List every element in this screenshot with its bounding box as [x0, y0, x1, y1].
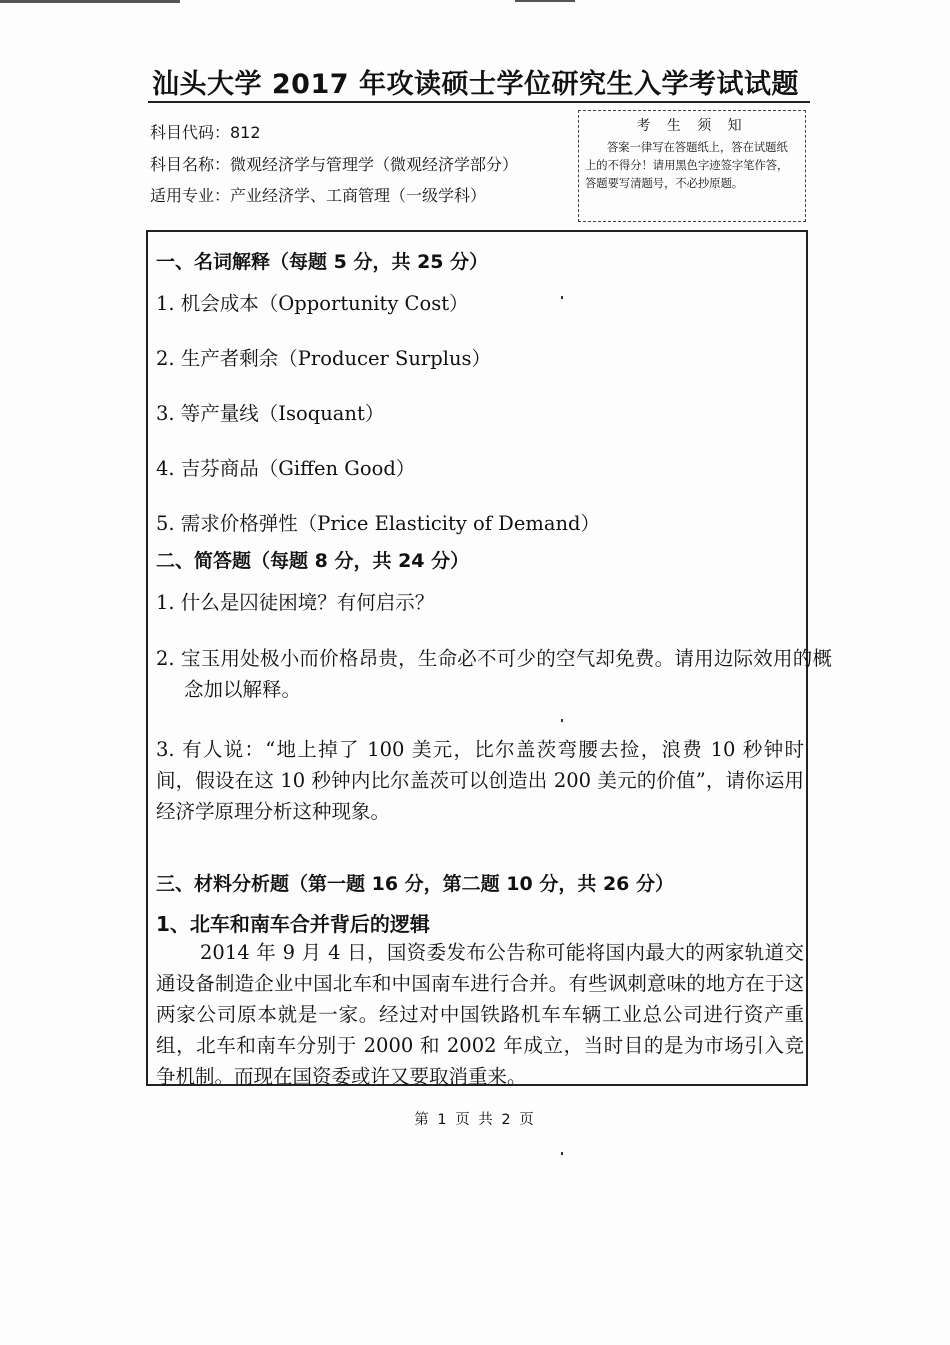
section3-heading: 三、材料分析题（第一题 16 分，第二题 10 分，共 26 分）: [156, 873, 675, 895]
notice-body: 答案一律写在答题纸上，答在试题纸上的不得分！请用黑色字迹签字笔作答，答题要写清题号，不必抄原题。: [585, 141, 789, 190]
applicable-majors: 适用专业：产业经济学、工商管理（一级学科）: [150, 186, 487, 205]
page-number: 第 1 页 共 2 页: [414, 1112, 536, 1128]
case-text: 2014 年 9 月 4 日，国资委发布公告称可能将国内最大的两家轨道交通设备制造企业中国北车和中国南车进行合并。有些讽刺意味的地方在于这两家公司原本就是一家。经过对中国铁路机车车辆工业总公司进行资产重组，北车和南车分别于 2000 和 2002 年成立，当时目的是为市场引入竞争机制。而现在国资委或许又要取消重来。: [156, 941, 804, 1088]
section2-heading: 二、简答题（每题 8 分，共 24 分）: [156, 550, 470, 572]
exam-title: 汕头大学 2017 年攻读硕士学位研究生入学考试试题: [152, 69, 799, 100]
exam-notice: [578, 110, 806, 222]
term-item: 1. 机会成本（Opportunity Cost）: [156, 292, 469, 315]
short-answer-question: 1. 什么是囚徒困境？有何启示？: [156, 591, 435, 614]
term-item: 4. 吉芬商品（Giffen Good）: [156, 457, 416, 480]
subject-code: 科目代码：812: [150, 123, 261, 142]
short-answer-question: 2. 宝玉用处极小而价格昂贵，生命必不可少的空气却免费。请用边际效用的概念加以解释。: [156, 647, 832, 701]
case-title: 1、北车和南车合并背后的逻辑: [156, 912, 430, 936]
short-answer-question: 3. 有人说：“地上掉了 100 美元，比尔盖茨弯腰去捡，浪费 10 秒钟时间，假设在这 10 秒钟内比尔盖茨可以创造出 200 美元的价值”，请你运用经济学原理分析这种现象。: [156, 738, 804, 823]
scan-speck: [561, 1152, 563, 1155]
term-item: 2. 生产者剩余（Producer Surplus）: [156, 347, 492, 370]
term-item: 5. 需求价格弹性（Price Elasticity of Demand）: [156, 512, 601, 535]
scan-speck: [561, 296, 563, 299]
title-rule: [148, 101, 810, 103]
notice-title: 考 生 须 知: [636, 118, 748, 134]
scan-speck: [561, 719, 563, 722]
term-item: 3. 等产量线（Isoquant）: [156, 402, 385, 425]
scan-mark: [0, 0, 180, 3]
scan-mark: [515, 0, 575, 2]
subject-name: 科目名称：微观经济学与管理学（微观经济学部分）: [150, 155, 519, 174]
section1-heading: 一、名词解释（每题 5 分，共 25 分）: [156, 251, 489, 273]
